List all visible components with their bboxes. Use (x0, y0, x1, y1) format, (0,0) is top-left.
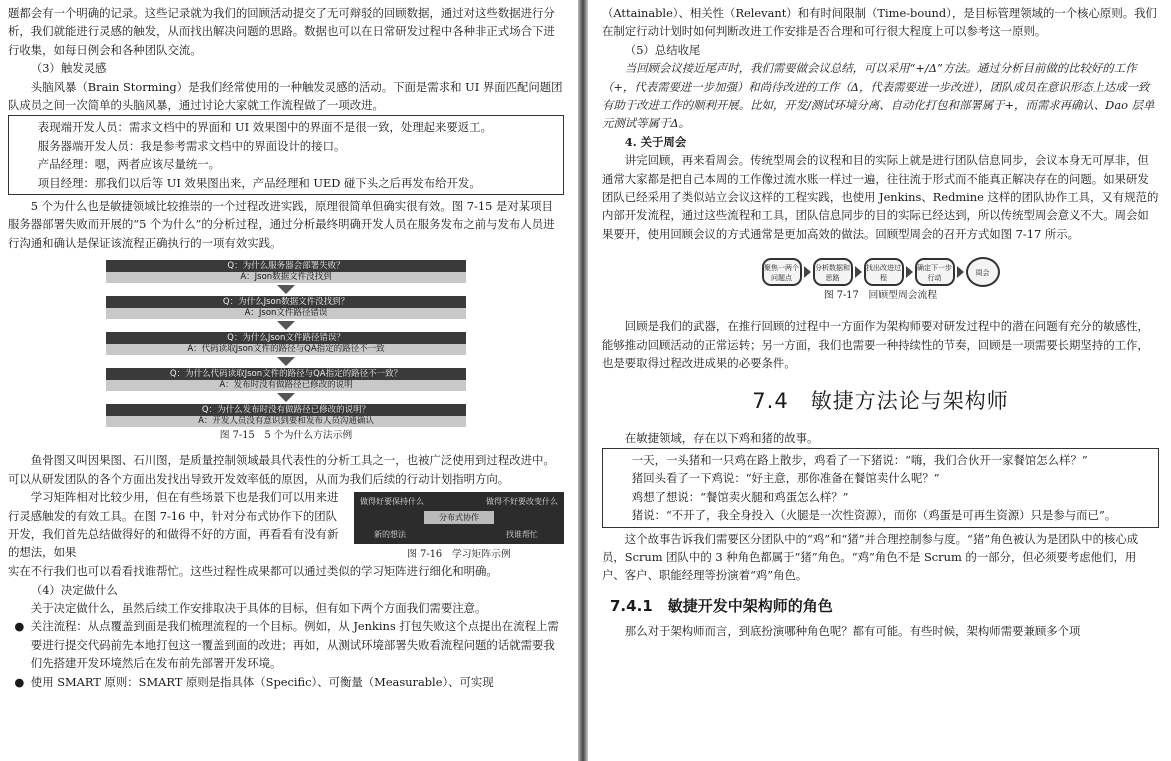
right-arrow-icon (906, 266, 913, 278)
why-question: Q：为什么发布时没有做路径已修改的说明？ (106, 404, 466, 416)
right-arrow-icon (957, 266, 964, 278)
why-question: Q：为什么服务器会部署失败？ (106, 260, 466, 272)
paragraph-learning-matrix: 学习矩阵相对比较少用，但在有些场景下也是我们可以用来进行灵感触发的有效工具。在图 7-16 中，针对分布式协作下的团队开发，我们首先总结做得好的和做得不好的方面，再看看有没有新的想法，如果 (8, 490, 339, 560)
flow-node: 确定下一步行动 (915, 258, 955, 286)
why-answer: A：Json数据文件没找到 (106, 272, 466, 283)
paragraph-weekly: 讲完回顾，再来看周会。传统型周会的议程和目的实际上就是进行团队信息同步，会议本身无可厚非，但通常大家都是把自己本周的工作像过流水账一样过一遍，往往流于形式而不能真正解决存在的问题。如果研发团队已经采用了类似站立会议这样的工程实践，也使用 Jenkins、Redmine 这样的团队协作工具，又有规范的内部开发流程，通过这些流程和工具，团队信息同步的目的实际已经达到，所以传统型周会意义不大。周会如果要开，使用回顾会议的方式通常是更加高效的做法。回顾型周会的召开方式如图 7-17 所示。 (602, 153, 1159, 241)
right-arrow-icon (804, 266, 811, 278)
down-arrow-icon (277, 321, 295, 330)
paragraph-smart-tail: （Attainable）、相关性（Relevant）和有时间限制（Time-bound），是目标管理领域的一个核心原则。我们在制定行动计划时如何判断改进工作安排是否合理和可行很大程度上可以参考这一原则。 (602, 6, 1157, 39)
subsection-title: 7.4.1 敏捷开发中架构师的角色 (610, 596, 833, 615)
paragraph-story-moral: 这个故事告诉我们需要区分团队中的“鸡”和“猪”并合理控制参与度。“猪”角色被认为是团队中的核心成员，Scrum 团队中的 3 种角色都属于“猪”角色。“鸡”角色不是 Scrum 的一部分，但必须要考虑他们，用户、客户、职能经理等扮演着“鸡”角色。 (602, 531, 1139, 583)
flow-node: 分析数据和思路 (813, 258, 853, 286)
bullet-icon: ● (14, 619, 25, 634)
down-arrow-icon (277, 393, 295, 402)
flow-node: 聚焦一两个问题点 (762, 258, 802, 286)
bullet-text: 关注流程：从点覆盖到面是我们梳理流程的一个目标。例如，从 Jenkins 打包失败这个点提出在流程上需要进行提交代码前先本地打包这一覆盖到面的改进；再如，从测试环境部署失败看流程问题的话就需要我们先搭建开发环境然后在发布前先部署开发环境。 (30, 619, 559, 671)
why-question: Q：为什么Json文件路径错误？ (106, 332, 466, 344)
matrix-good: 做得好要保持什么 (360, 497, 424, 507)
right-page (588, 0, 1171, 761)
paragraph-decide: 关于决定做什么，虽然后续工作安排取决于具体的目标，但有如下两个方面我们需要注意。 (30, 600, 487, 615)
right-arrow-icon (855, 266, 862, 278)
paragraph-brainstorm: 头脑风暴（Brain Storming）是我们经常使用的一种触发灵感的活动。下面是需求和 UI 界面匹配问题团队成员之间一次简单的头脑风暴，通过讨论大家就工作流程做了一项改进。 (8, 79, 563, 113)
why-question: Q：为什么代码读取Json文件的路径与QA指定的路径不一致？ (106, 368, 466, 380)
paragraph-fishbone: 鱼骨图又叫因果图、石川图，是质量控制领域最具代表性的分析工具之一，也被广泛使用到过程改进中。可以从研发团队的各个方面出发找出导致开发效率低的原因，从而为我们后续的行动计划指明方向。 (8, 453, 555, 486)
why-answer: A：Json文件路径错误 (106, 308, 466, 319)
matrix-bad: 做得不好要改变什么 (486, 497, 558, 507)
why-question: Q：为什么Json数据文件没找到？ (106, 296, 466, 308)
matrix-center: 分布式协作 (424, 511, 494, 524)
bullet-item (8, 673, 564, 691)
matrix-idea: 新的想法 (374, 530, 406, 540)
story-line: 一天，一头猪和一只鸡在路上散步，鸡看了一下猪说：“嗨，我们合伙开一家餐馆怎么样？” (631, 452, 1088, 467)
bullet-icon: ● (14, 674, 25, 689)
dialog-line: 服务器端开发人员：我是参考需求文档中的界面设计的接口。 (37, 138, 346, 153)
dialog-line: 项目经理：那我们以后等 UI 效果图出来，产品经理和 UED 碰下头之后再发布给开发。 (37, 175, 481, 190)
flow-node: 周会 (966, 257, 1000, 287)
learning-matrix-figure (354, 492, 564, 562)
bullet-item (8, 617, 564, 672)
story-line: 猪说：“不开了，我全身投入（火腿是一次性资源），而你（鸡蛋是可再生资源）只是参与而已”。 (631, 508, 1117, 523)
flow-node: 找出改进过程 (864, 258, 904, 286)
heading-weekly-meeting: 4. 关于周会 (624, 134, 687, 149)
figure-caption: 图 7-15 5 个为什么方法示例 (219, 430, 353, 442)
dialog-line: 产品经理：嗯，两者应该尽量统一。 (37, 157, 221, 172)
paragraph-summary: 当回顾会议接近尾声时，我们需要做会议总结，可以采用“+/Δ”方法。通过分析目前做的比较好的工作（+，代表需要进一步加强）和尚待改进的工作（Δ，代表需要进一步改进），团队成员在意识形态上达成一致有助于改进工作的顺利开展。比如，开发/测试环境分离、自动化打包和部署属于+，而需求再确认、Dao 层单元测试等属于Δ。 (602, 61, 1155, 131)
paragraph-learning-matrix-tail: 实在不行我们也可以看看找谁帮忙。这些过程性成果都可以通过类似的学习矩阵进行细化和明确。 (8, 564, 498, 579)
figure-caption: 图 7-17 回顾型周会流程 (823, 290, 938, 302)
why-answer: A：发布时没有做路径已修改的说明 (106, 380, 466, 391)
left-page (0, 0, 578, 761)
learning-matrix (354, 492, 564, 544)
paragraph-weapon: 回顾是我们的武器，在推行回顾的过程中一方面作为架构师要对研发过程中的潜在问题有充分的敏感性，能够推动回顾活动的正常运转；另一方面，我们也需要一种持续性的节奏，回顾是一项需要长期坚持的工作，也是要取得过程改进成果的必要条件。 (602, 319, 1149, 371)
heading-trigger-inspiration: （3）触发灵感 (30, 61, 107, 76)
heading-summary: （5）总结收尾 (624, 42, 701, 57)
figure-caption: 图 7-16 学习矩阵示例 (407, 549, 511, 561)
story-line: 猪回头看了一下鸡说：“好主意，那你准备在餐馆卖什么呢？” (631, 471, 940, 486)
down-arrow-icon (277, 357, 295, 366)
brainstorm-dialog-box (8, 115, 564, 195)
bullet-text: 使用 SMART 原则：SMART 原则是指具体（Specific）、可衡量（Measurable）、可实现 (30, 674, 494, 689)
book-spine (578, 0, 588, 761)
down-arrow-icon (277, 285, 295, 294)
weekly-meeting-flow (602, 257, 1159, 287)
story-line: 鸡想了想说：“餐馆卖火腿和鸡蛋怎么样？” (631, 489, 849, 504)
paragraph-story-intro: 在敏捷领域，存在以下鸡和猪的故事。 (624, 430, 819, 445)
story-box (602, 448, 1159, 528)
heading-decide: （4）决定做什么 (30, 582, 118, 597)
dialog-line: 表现端开发人员：需求文档中的界面和 UI 效果图中的界面不是很一致，处理起来要返工。 (37, 120, 492, 135)
why-answer: A：开发人员没有意识到要和发布人员沟通确认 (106, 416, 466, 427)
paragraph-intro: 题都会有一个明确的记录。这些记录就为我们的回顾活动提交了无可辩驳的回顾数据，通过对这些数据进行分析，我们就能进行灵感的触发，从而找出解决问题的思路。数据也可以在日常研发过程中各种非正式场合下进行收集，如每日例会和各种团队交流。 (8, 6, 555, 57)
paragraph-five-why: 5 个为什么也是敏捷领域比较推崇的一个过程改进实践，原理很简单但确实很有效。图 7-15 是对某项目服务器部署失败而开展的“5 个为什么”的分析过程，通过分析最终明确开发人员在服务发布之前与发布人员进行沟通和确认是保证该流程正确执行的一项有效实践。 (8, 199, 555, 250)
why-answer: A：代码读取Json文件的路径与QA指定的路径不一致 (106, 344, 466, 355)
matrix-help: 找谁帮忙 (506, 530, 538, 540)
section-title: 7.4 敏捷方法论与架构师 (752, 388, 1009, 413)
paragraph-architect-role: 那么对于架构师而言，到底扮演哪种角色呢？都有可能。有些时候，架构师需要兼顾多个项 (624, 623, 1081, 638)
five-why-figure (106, 260, 466, 427)
